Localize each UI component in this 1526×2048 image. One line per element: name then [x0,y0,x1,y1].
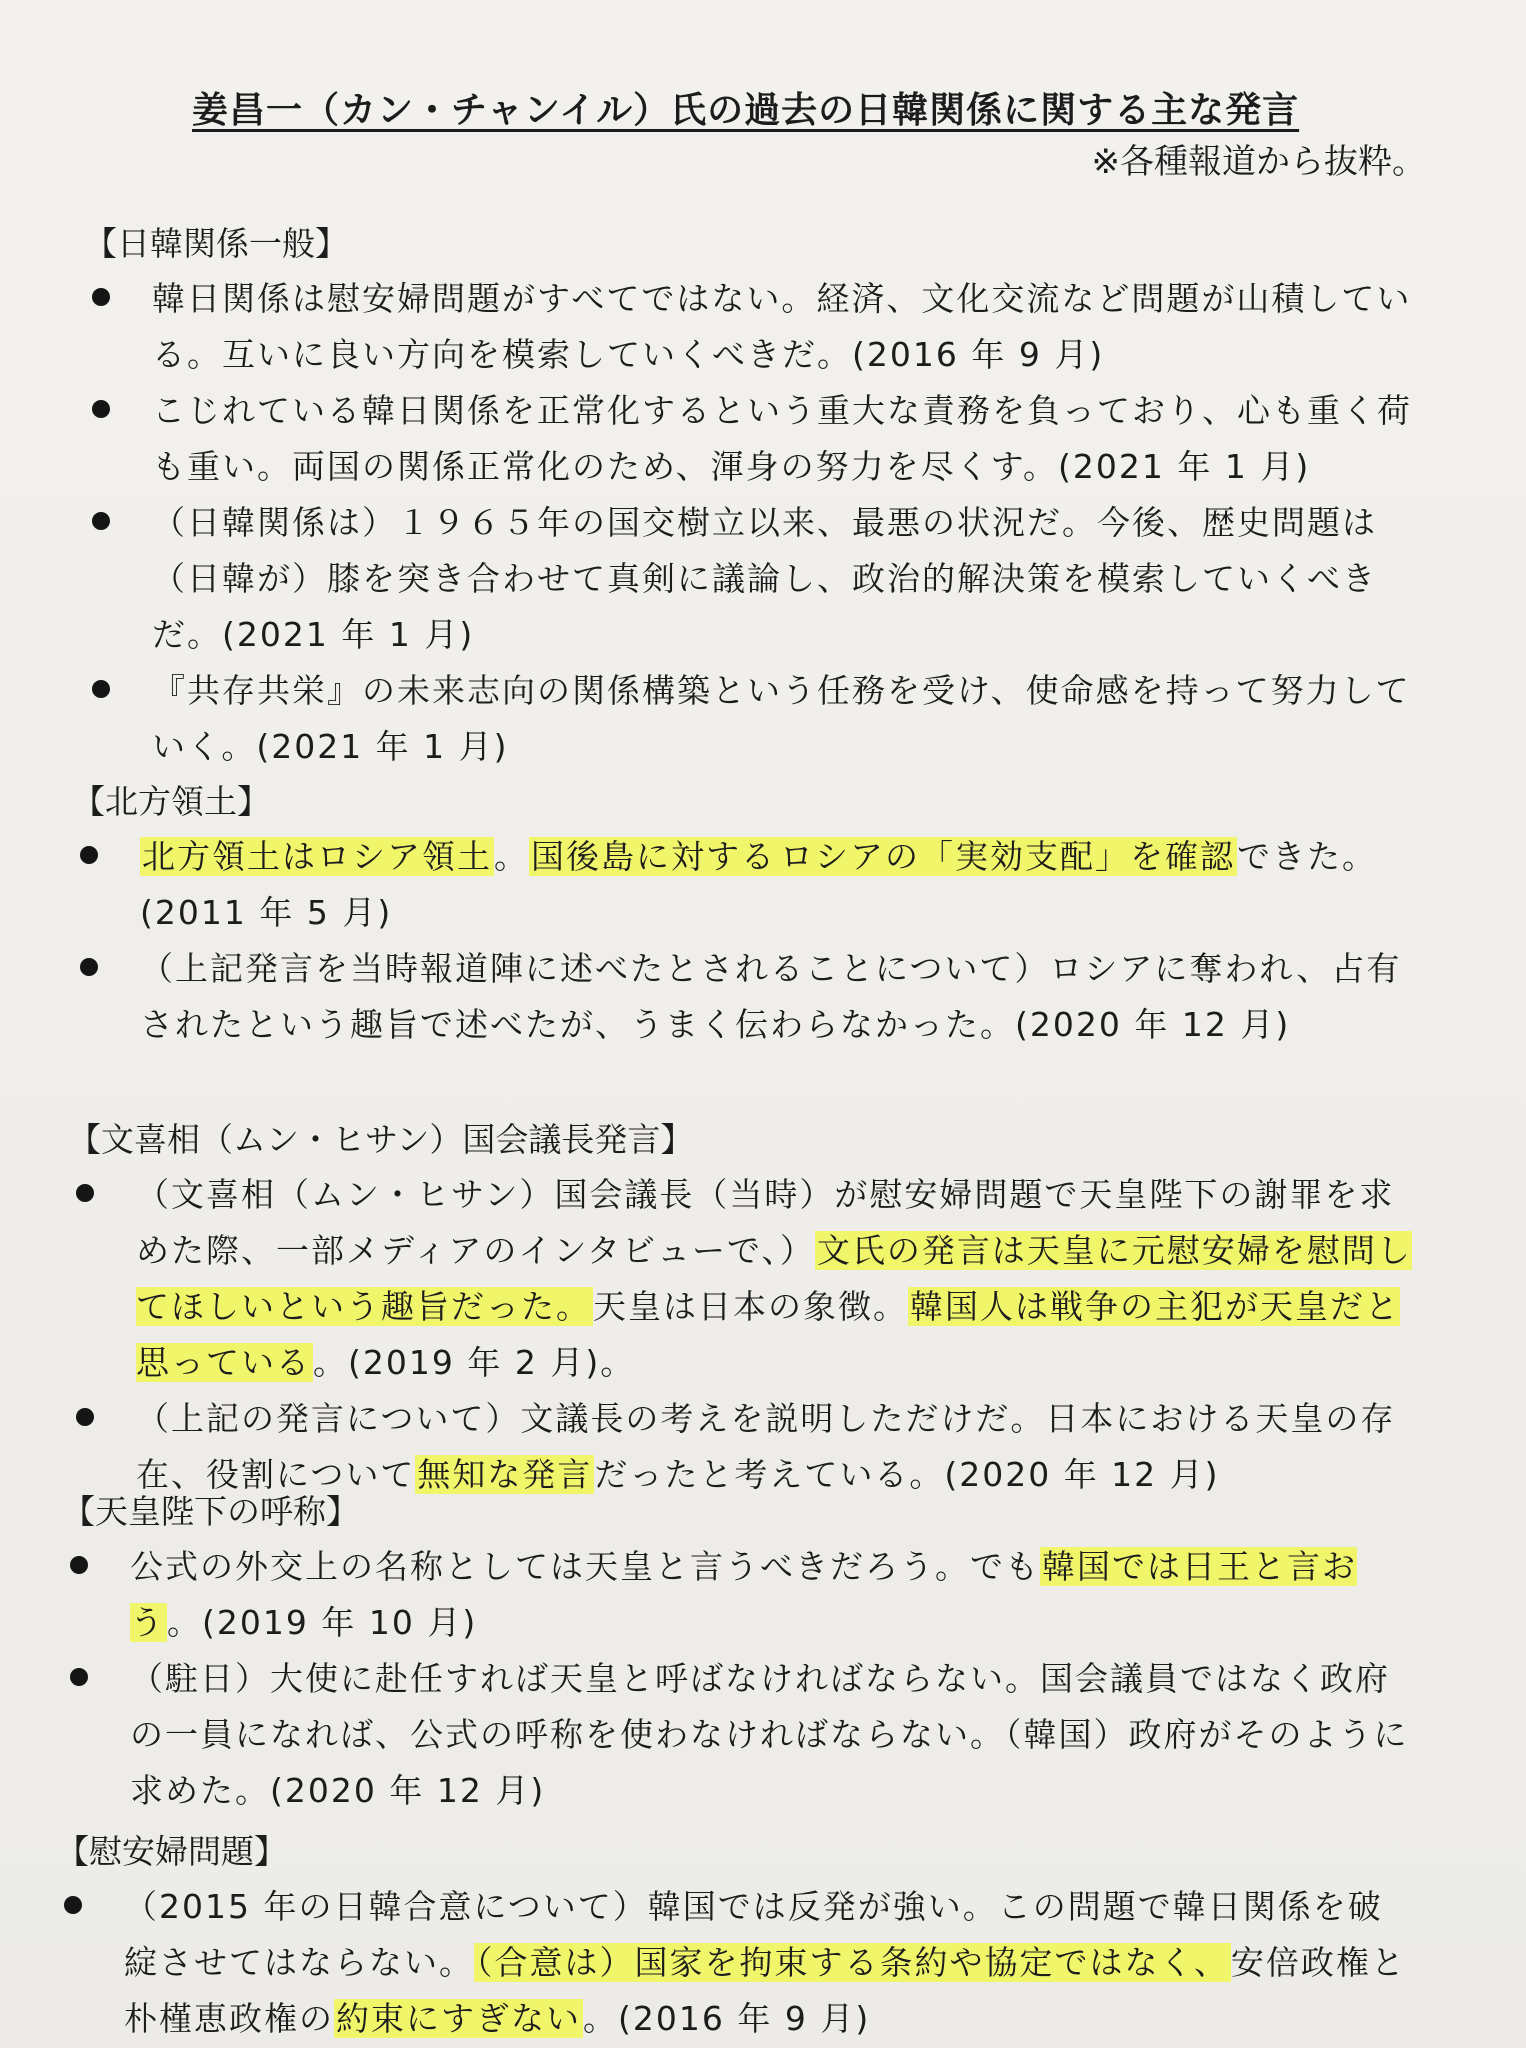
bullet-icon [92,512,110,530]
highlighted-text: 韓国では日王と言おう [130,1547,1357,1642]
item-text: 韓日関係は慰安婦問題がすべてではない。経済、文化交流など問題が山積している。互いに良い方向を模索していくべきだ。(2016 年 9 月) [152,279,1412,374]
highlighted-text: 約束にすぎない [336,1999,581,2038]
bullet-icon [70,1556,88,1574]
document-title: 姜昌一（カン・チャンイル）氏の過去の日韓関係に関する主な発言 [192,90,1300,131]
item-text: （文喜相（ムン・ヒサン）国会議長（当時）が慰安婦問題で天皇陛下の謝罪を求めた際、一部メディアのインタビューで、） [136,1175,1395,1270]
bullet-item [62,1539,1422,1651]
highlighted-text: 北方領土はロシア領土 [142,837,492,876]
item-text: 。(2019 年 10 月) [167,1603,478,1642]
item-text: できた。(2011 年 5 月) [140,837,1377,932]
item-text: （日韓関係は）１９６５年の国交樹立以来、最悪の状況だ。今後、歴史問題は（日韓が）膝を突き合わせて真剣に議論し、政治的解決策を模索していくべきだ。(2021 年 1 月) [152,503,1377,654]
item-text: 公式の外交上の名称としては天皇と言うべきだろう。でも [130,1547,1040,1586]
bullet-item [84,663,1444,775]
item-text: （駐日）大使に赴任すれば天皇と呼ばなければならない。国会議員ではなく政府の一員になれば、公式の呼称を使わなければならない。（韓国）政府がそのように求めた。(2020 年 12 月) [130,1659,1409,1810]
section-heading: 【日韓関係一般】 [84,224,348,263]
section-heading: 【慰安婦問題】 [56,1832,287,1871]
item-text: 安倍政権と朴槿恵政権の [124,1943,1406,2038]
bullet-icon [92,680,110,698]
bullet-icon [92,400,110,418]
bullet-item [72,941,1432,1053]
highlighted-text: 文氏の発言は天皇に元慰安婦を慰問してほしいという趣旨だった。 [136,1231,1412,1326]
highlighted-text: 韓国人は戦争の主犯が天皇だと思っている [136,1287,1400,1382]
bullet-item [62,1651,1422,1819]
item-text: （上記の発言について）文議長の考えを説明しただけだ。日本における天皇の存在、役割について [136,1399,1396,1494]
item-text: 『共存共栄』の未来志向の関係構築という任務を受け、使命感を持って努力していく。(2021 年 1 月) [152,671,1411,766]
section-emperor-title [62,1486,1422,1819]
item-text: こじれている韓日関係を正常化するという重大な責務を負っており、心も重く荷も重い。両国の関係正常化のため、渾身の努力を尽くす。(2021 年 1 月) [152,391,1412,486]
bullet-icon [76,1408,94,1426]
section-moon-hee-sang [68,1114,1428,1503]
item-text: 。 [494,837,529,876]
bullet-icon [92,288,110,306]
bullet-icon [64,1896,82,1914]
section-comfort-women [56,1826,1416,2047]
item-text: だったと考えている。(2020 年 12 月) [594,1455,1220,1494]
highlighted-text: ロシアの「実効支配」を確認 [780,837,1235,876]
bullet-item [84,495,1444,663]
item-text: 。(2019 年 2 月)。 [313,1343,636,1382]
highlighted-text: （合意は）国家を拘束する条約や協定ではなく、 [476,1943,1229,1982]
item-text: （2015 年の日韓合意について）韓国では反発が強い。この問題で韓日関係を破綻させてはならない。 [124,1887,1383,1982]
bullet-item [84,271,1444,383]
bullet-icon [80,958,98,976]
section-general-relations [84,218,1444,775]
highlighted-text: 無知な発言 [417,1455,593,1494]
bullet-item [84,383,1444,495]
source-note: ※各種報道から抜粋。 [1091,142,1426,182]
item-text: 天皇は日本の象徴。 [593,1287,908,1326]
section-northern-territories [72,776,1432,1053]
section-heading: 【天皇陛下の呼称】 [62,1492,359,1531]
section-heading: 【文喜相（ムン・ヒサン）国会議長発言】 [68,1120,694,1159]
bullet-item [68,1167,1428,1391]
bullet-item [56,1879,1416,2047]
section-heading: 【北方領土】 [72,782,270,821]
bullet-item [72,829,1432,941]
highlighted-text: 国後島に対する [531,837,776,876]
bullet-icon [70,1668,88,1686]
bullet-icon [76,1184,94,1202]
item-text: 。(2016 年 9 月) [583,1999,871,2038]
item-text: （上記発言を当時報道陣に述べたとされることについて）ロシアに奪われ、占有されたという趣旨で述べたが、うまく伝わらなかった。(2020 年 12 月) [140,949,1402,1044]
bullet-icon [80,846,98,864]
